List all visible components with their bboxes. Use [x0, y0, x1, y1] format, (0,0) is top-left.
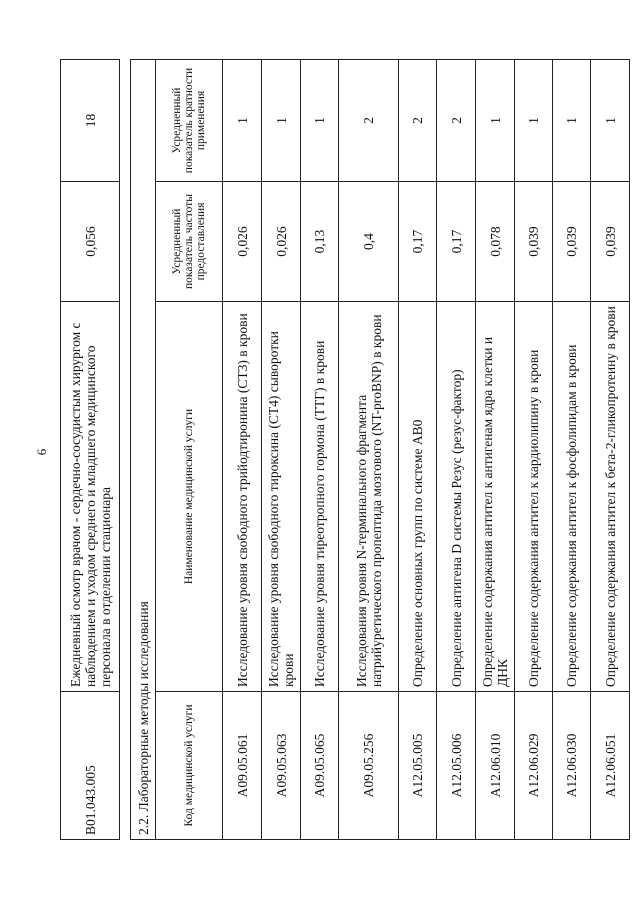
frequency-value: 0,4 — [339, 182, 399, 302]
multiplicity-value: 2 — [437, 59, 476, 181]
service-code: A12.06.030 — [553, 692, 591, 840]
service-name: Определение основных групп по системе AB0 — [399, 302, 437, 692]
frequency-value: 0,17 — [437, 182, 476, 302]
service-code: A12.06.029 — [515, 692, 553, 840]
table-row — [399, 59, 437, 839]
service-name: Определение содержания антител к антигенам ядра клетки и ДНК — [476, 302, 515, 692]
multiplicity-value: 2 — [399, 59, 437, 181]
multiplicity-value: 1 — [553, 59, 591, 181]
service-name: Исследование уровня свободного трийодтиронина (СТ3) в крови — [223, 302, 262, 692]
service-name: Определение антигена D системы Резус (резус-фактор) — [437, 302, 476, 692]
frequency-value: 0,026 — [223, 182, 262, 302]
multiplicity-value: 1 — [515, 59, 553, 181]
table-row — [61, 60, 120, 840]
lab-table-wrapper — [130, 60, 620, 840]
service-code: A09.05.061 — [223, 692, 262, 840]
header-code: Код медицинской услуги — [156, 692, 223, 840]
service-code: A12.06.051 — [591, 692, 630, 840]
service-name: Определение содержания антител к бета-2-гликопротеину в крови — [591, 302, 630, 692]
header-row — [156, 59, 223, 839]
table-row — [591, 59, 630, 839]
frequency-value: 0,17 — [399, 182, 437, 302]
page-number: 6 — [34, 448, 49, 456]
service-name: Исследования уровня N-терминального фрагмента натрийуретического пропептида мозгового (NT-proBNP) в крови — [339, 302, 399, 692]
service-code: A12.06.010 — [476, 692, 515, 840]
section-title: 2.2. Лабораторные методы исследования — [131, 59, 156, 839]
frequency-value: 0,026 — [262, 182, 301, 302]
service-code: A12.05.005 — [399, 692, 437, 840]
multiplicity-value: 2 — [339, 59, 399, 181]
multiplicity-value: 1 — [476, 59, 515, 181]
header-frequency: Усредненный показатель частоты предоставления — [156, 182, 223, 302]
service-code: A09.05.065 — [301, 692, 339, 840]
service-code: A12.05.006 — [437, 692, 476, 840]
service-code: B01.043.005 — [61, 692, 120, 840]
multiplicity-value: 1 — [223, 59, 262, 181]
top-table — [60, 59, 120, 840]
table-row — [437, 59, 476, 839]
table-body — [223, 59, 630, 839]
service-name: Определение содержания антител к кардиолипину в крови — [515, 302, 553, 692]
multiplicity-value: 1 — [301, 59, 339, 181]
lab-methods-table — [130, 59, 630, 840]
service-code: A09.05.063 — [262, 692, 301, 840]
service-code: A09.05.256 — [339, 692, 399, 840]
table-row — [339, 59, 399, 839]
table-row — [515, 59, 553, 839]
multiplicity-value: 18 — [61, 60, 120, 182]
table-row — [262, 59, 301, 839]
frequency-value: 0,13 — [301, 182, 339, 302]
header-name: Наименование медицинской услуги — [156, 302, 223, 692]
service-name: Исследование уровня тиреотропного гормона (ТТГ) в крови — [301, 302, 339, 692]
section-row — [131, 59, 156, 839]
table-row — [553, 59, 591, 839]
frequency-value: 0,039 — [553, 182, 591, 302]
multiplicity-value: 1 — [591, 59, 630, 181]
frequency-value: 0,078 — [476, 182, 515, 302]
service-name: Определение содержания антител к фосфолипидам в крови — [553, 302, 591, 692]
header-multiplicity: Усредненный показатель кратности применения — [156, 59, 223, 181]
frequency-value: 0,039 — [515, 182, 553, 302]
service-name: Ежедневный осмотр врачом - сердечно-сосудистым хирургом с наблюдением и уходом среднего и младшего медицинского персонала в отделении стационара — [61, 302, 120, 692]
frequency-value: 0,056 — [61, 182, 120, 302]
frequency-value: 0,039 — [591, 182, 630, 302]
multiplicity-value: 1 — [262, 59, 301, 181]
table-row — [223, 59, 262, 839]
service-name: Исследование уровня свободного тироксина (СТ4) сыворотки крови — [262, 302, 301, 692]
table-row — [301, 59, 339, 839]
table-row — [476, 59, 515, 839]
